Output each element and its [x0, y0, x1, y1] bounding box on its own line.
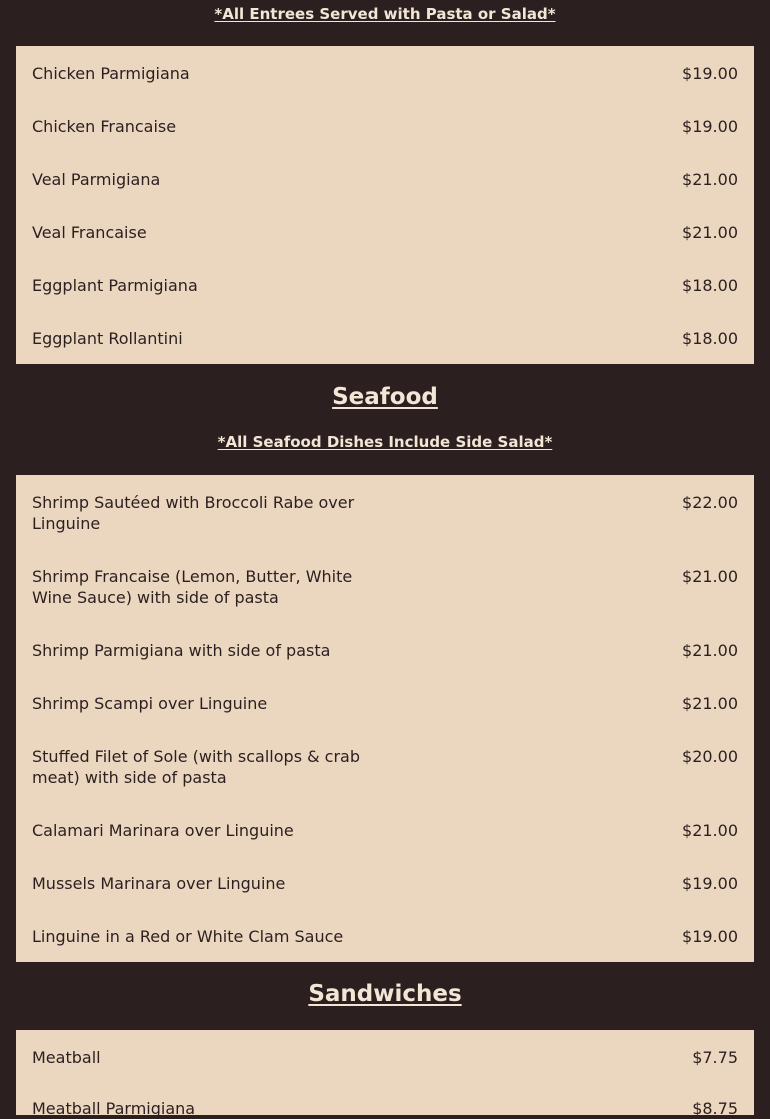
menu-item-name: Shrimp Sautéed with Broccoli Rabe over Linguine — [32, 493, 355, 533]
seafood-note: *All Seafood Dishes Include Side Salad* — [217, 433, 553, 451]
menu-item-price: $21.00 — [682, 170, 738, 189]
menu-item-name: Eggplant Rollantini — [32, 329, 183, 348]
menu-item-name: Veal Parmigiana — [32, 170, 161, 189]
menu-item-price: $8.75 — [692, 1099, 738, 1118]
menu-item-price: $19.00 — [682, 874, 738, 893]
section-title-seafood: Seafood — [332, 384, 438, 410]
menu-item-price: $18.00 — [682, 276, 738, 295]
section-title-sandwiches: Sandwiches — [308, 981, 462, 1007]
menu-item-price: $22.00 — [682, 493, 738, 512]
menu-item-price: $7.75 — [692, 1048, 738, 1067]
menu-item-price: $21.00 — [682, 694, 738, 713]
menu-item-name: Shrimp Francaise (Lemon, Butter, White Wine Sauce) with side of pasta — [32, 567, 353, 607]
menu-item-name: Linguine in a Red or White Clam Sauce — [32, 927, 344, 946]
entrees-menu-list — [16, 46, 754, 364]
menu-item-name: Shrimp Scampi over Linguine — [32, 694, 268, 713]
menu-item-name: Stuffed Filet of Sole (with scallops & crab meat) with side of pasta — [32, 747, 361, 787]
menu-item-name: Chicken Parmigiana — [32, 64, 190, 83]
menu-item-price: $19.00 — [682, 64, 738, 83]
menu-item-name: Meatball — [32, 1048, 101, 1067]
entrees-note: *All Entrees Served with Pasta or Salad* — [214, 5, 556, 23]
menu-item-price: $21.00 — [682, 567, 738, 586]
menu-item-price: $19.00 — [682, 927, 738, 946]
menu-item-name: Shrimp Parmigiana with side of pasta — [32, 641, 331, 660]
menu-item-price: $21.00 — [682, 641, 738, 660]
menu-item-price: $20.00 — [682, 747, 738, 766]
sandwiches-menu-list — [16, 1030, 754, 1118]
menu-item-name: Mussels Marinara over Linguine — [32, 874, 286, 893]
menu-item-price: $18.00 — [682, 329, 738, 348]
menu-item-price: $19.00 — [682, 117, 738, 136]
menu-item-name: Veal Francaise — [32, 223, 147, 242]
menu-item-price: $21.00 — [682, 223, 738, 242]
seafood-menu-list — [16, 475, 754, 962]
menu-item-name: Chicken Francaise — [32, 117, 177, 136]
menu-item-name: Meatball Parmigiana — [32, 1099, 196, 1118]
menu-item-price: $21.00 — [682, 821, 738, 840]
menu-item-name: Eggplant Parmigiana — [32, 276, 198, 295]
menu-item-name: Calamari Marinara over Linguine — [32, 821, 294, 840]
